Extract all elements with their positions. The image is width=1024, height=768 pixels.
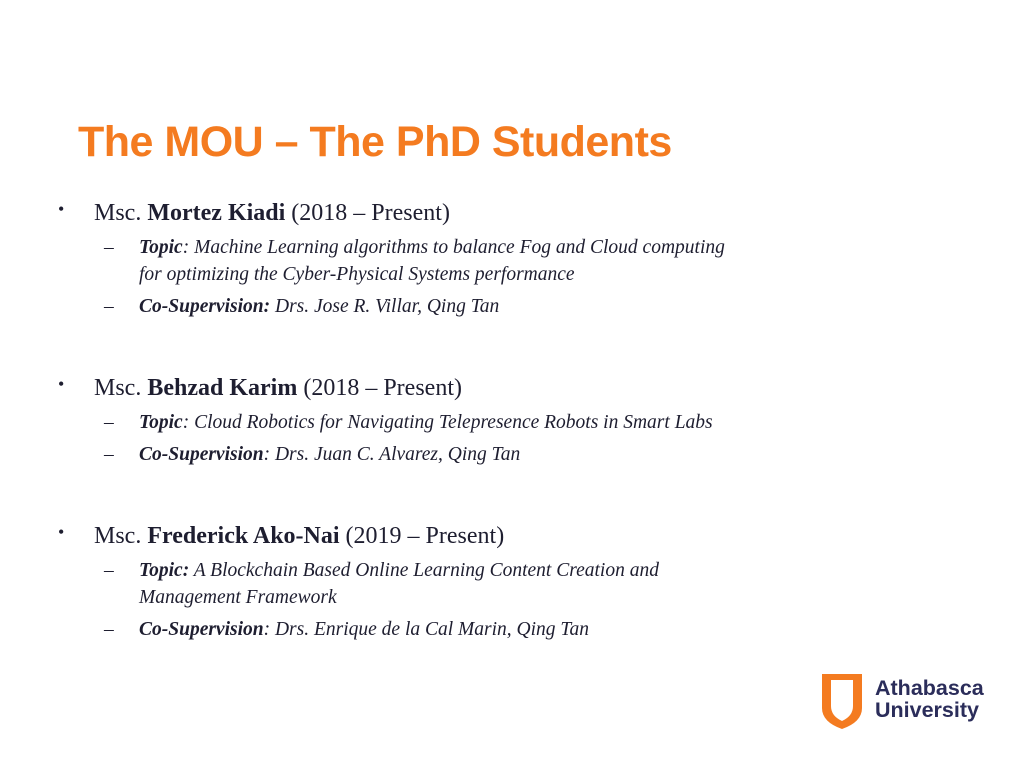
- cosupervision-label: Co-Supervision:: [139, 296, 271, 317]
- student-heading: [58, 521, 958, 551]
- shield-icon: [820, 672, 864, 730]
- student-name: Behzad Karim: [147, 375, 298, 401]
- topic-label: Topic: [139, 412, 183, 433]
- logo-line2: University: [875, 698, 979, 722]
- topic-text-continued: for optimizing the Cyber-Physical Systems performance: [139, 264, 575, 285]
- student-entry: [58, 373, 958, 468]
- athabasca-logo: [820, 672, 995, 732]
- bullet-icon: •: [58, 199, 65, 219]
- degree-prefix: Msc.: [94, 523, 142, 549]
- topic-text-continued: Management Framework: [139, 587, 337, 608]
- student-name: Frederick Ako-Nai: [147, 523, 340, 549]
- topic-item: [58, 409, 958, 436]
- cosupervision-item: [58, 293, 958, 320]
- dash-icon: –: [104, 444, 114, 465]
- student-period: (2019 – Present): [345, 523, 505, 549]
- student-period: (2018 – Present): [303, 375, 462, 401]
- topic-text: A Blockchain Based Online Learning Content Creation and: [189, 560, 659, 581]
- topic-item: [58, 557, 958, 611]
- slide-title: The MOU – The PhD Students: [78, 118, 672, 166]
- dash-icon: –: [104, 412, 114, 433]
- dash-icon: –: [104, 560, 114, 581]
- cosupervision-item: [58, 441, 958, 468]
- bullet-icon: •: [58, 374, 65, 394]
- cosupervision-label: Co-Supervision: [139, 619, 264, 640]
- topic-label: Topic: [139, 237, 183, 258]
- dash-icon: –: [104, 296, 114, 317]
- logo-line1: Athabasca: [875, 676, 984, 700]
- student-heading: [58, 373, 958, 403]
- cosupervision-label: Co-Supervision: [139, 444, 264, 465]
- degree-prefix: Msc.: [94, 375, 142, 401]
- bullet-icon: •: [58, 522, 65, 542]
- topic-text: : Machine Learning algorithms to balance Fog and Cloud computing: [182, 237, 725, 258]
- student-entry: [58, 198, 958, 320]
- logo-wordmark: [875, 677, 984, 721]
- topic-item: [58, 234, 958, 288]
- topic-label: Topic:: [139, 560, 190, 581]
- student-period: (2018 – Present): [291, 200, 450, 226]
- student-name: Mortez Kiadi: [147, 200, 286, 226]
- dash-icon: –: [104, 619, 114, 640]
- cosupervision-item: [58, 616, 958, 643]
- cosupervision-text: : Drs. Enrique de la Cal Marin, Qing Tan: [263, 619, 589, 640]
- topic-text: : Cloud Robotics for Navigating Telepresence Robots in Smart Labs: [182, 412, 713, 433]
- degree-prefix: Msc.: [94, 200, 142, 226]
- cosupervision-text: : Drs. Juan C. Alvarez, Qing Tan: [263, 444, 521, 465]
- dash-icon: –: [104, 237, 114, 258]
- student-entry: [58, 521, 958, 643]
- student-heading: [58, 198, 958, 228]
- cosupervision-text: Drs. Jose R. Villar, Qing Tan: [270, 296, 500, 317]
